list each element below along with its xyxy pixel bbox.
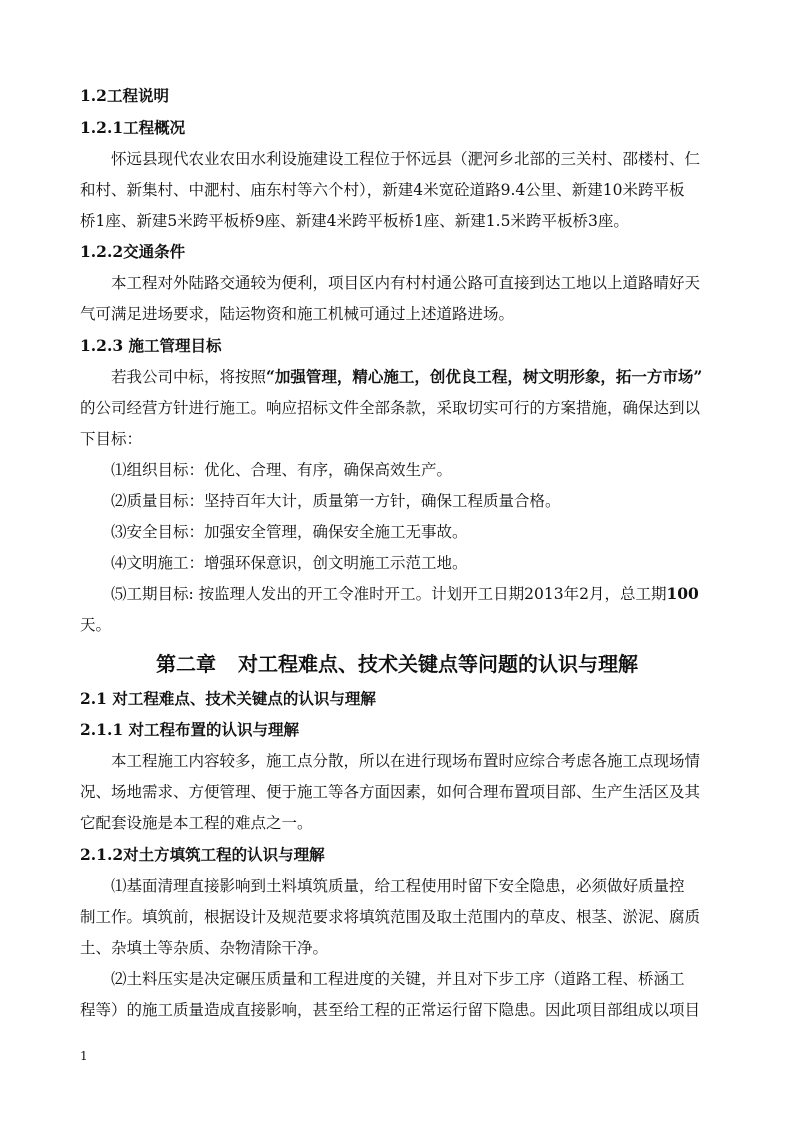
company-motto: “加强管理，精心施工，创优良工程，树文明形象，拓一方市场” bbox=[266, 367, 703, 386]
goal-item-5-end: 天。 bbox=[80, 616, 112, 634]
goal-item-5 bbox=[111, 583, 699, 605]
goals-intro-line-2: 的公司经营方针进行施工。响应招标文件全部条款，采取切实可行的方案措施，确保达到以 bbox=[80, 399, 701, 417]
heading-2-1: 2.1 对工程难点、技术关键点的认识与理解 bbox=[80, 689, 376, 708]
layout-line-2: 况、场地需求、方便管理、便于施工等各方面因素，如何合理布置项目部、生产生活区及其 bbox=[80, 783, 701, 801]
chapter-number: 第二章 bbox=[156, 652, 216, 676]
heading-1-2: 1.2工程说明 bbox=[80, 86, 169, 105]
goal-5-days: 100 bbox=[666, 584, 699, 603]
traffic-line-2: 气可满足进场要求，陆运物资和施工机械可通过上述道路进场。 bbox=[80, 305, 515, 323]
goals-intro-line-3: 下目标： bbox=[80, 430, 143, 448]
earthwork-line-2: 制工作。填筑前，根据设计及规范要求将填筑范围及取土范围内的草皮、根茎、淤泥、腐质 bbox=[80, 908, 701, 926]
goal-item-4: ⑷文明施工：增强环保意识，创文明施工示范工地。 bbox=[111, 554, 468, 572]
heading-1-2-2: 1.2.2交通条件 bbox=[80, 242, 186, 261]
chapter-title: 对工程难点、技术关键点等问题的认识与理解 bbox=[238, 652, 638, 676]
overview-line-1: 怀远县现代农业农田水利设施建设工程位于怀远县（淝河乡北部的三关村、邵楼村、仁 bbox=[111, 150, 701, 168]
overview-line-2: 和村、新集村、中淝村、庙东村等六个村），新建4米宽砼道路9.4公里、新建10米跨平板 bbox=[80, 181, 685, 199]
chapter-heading bbox=[0, 650, 794, 678]
earthwork-line-4: ⑵土料压实是决定碾压质量和工程进度的关键，并且对下步工序（道路工程、桥涵工 bbox=[111, 970, 685, 988]
heading-2-1-2: 2.1.2对土方填筑工程的认识与理解 bbox=[80, 845, 325, 864]
goal-5-text: ⑸工期目标: 按监理人发出的开工令准时开工。计划开工日期2013年2月，总工期 bbox=[111, 585, 667, 603]
heading-2-1-1: 2.1.1 对工程布置的认识与理解 bbox=[80, 720, 300, 739]
traffic-line-1: 本工程对外陆路交通较为便利，项目区内有村村通公路可直接到达工地以上道路晴好天 bbox=[111, 274, 701, 292]
goals-intro-pre: 若我公司中标，将按照 bbox=[111, 368, 267, 386]
goal-item-3: ⑶安全目标：加强安全管理，确保安全施工无事故。 bbox=[111, 523, 468, 541]
heading-1-2-1: 1.2.1工程概况 bbox=[80, 118, 186, 137]
heading-1-2-3: 1.2.3 施工管理目标 bbox=[80, 336, 222, 355]
earthwork-line-3: 土、杂填土等杂质、杂物清除干净。 bbox=[80, 939, 329, 957]
earthwork-line-5: 程等）的施工质量造成直接影响，甚至给工程的正常运行留下隐患。因此项目部组成以项目 bbox=[80, 1001, 701, 1019]
layout-line-1: 本工程施工内容较多，施工点分散，所以在进行现场布置时应综合考虑各施工点现场情 bbox=[111, 752, 701, 770]
layout-line-3: 它配套设施是本工程的难点之一。 bbox=[80, 814, 313, 832]
goals-intro-line-1 bbox=[111, 366, 702, 388]
earthwork-line-1: ⑴基面清理直接影响到土料填筑质量，给工程使用时留下安全隐患，必须做好质量控 bbox=[111, 877, 685, 895]
goal-item-2: ⑵质量目标：坚持百年大计，质量第一方针，确保工程质量合格。 bbox=[111, 492, 561, 510]
page-number: 1 bbox=[80, 1049, 88, 1063]
goal-item-1: ⑴组织目标：优化、合理、有序，确保高效生产。 bbox=[111, 461, 453, 479]
overview-line-3: 桥1座、新建5米跨平板桥9座、新建4米跨平板桥1座、新建1.5米跨平板桥3座。 bbox=[80, 212, 629, 230]
